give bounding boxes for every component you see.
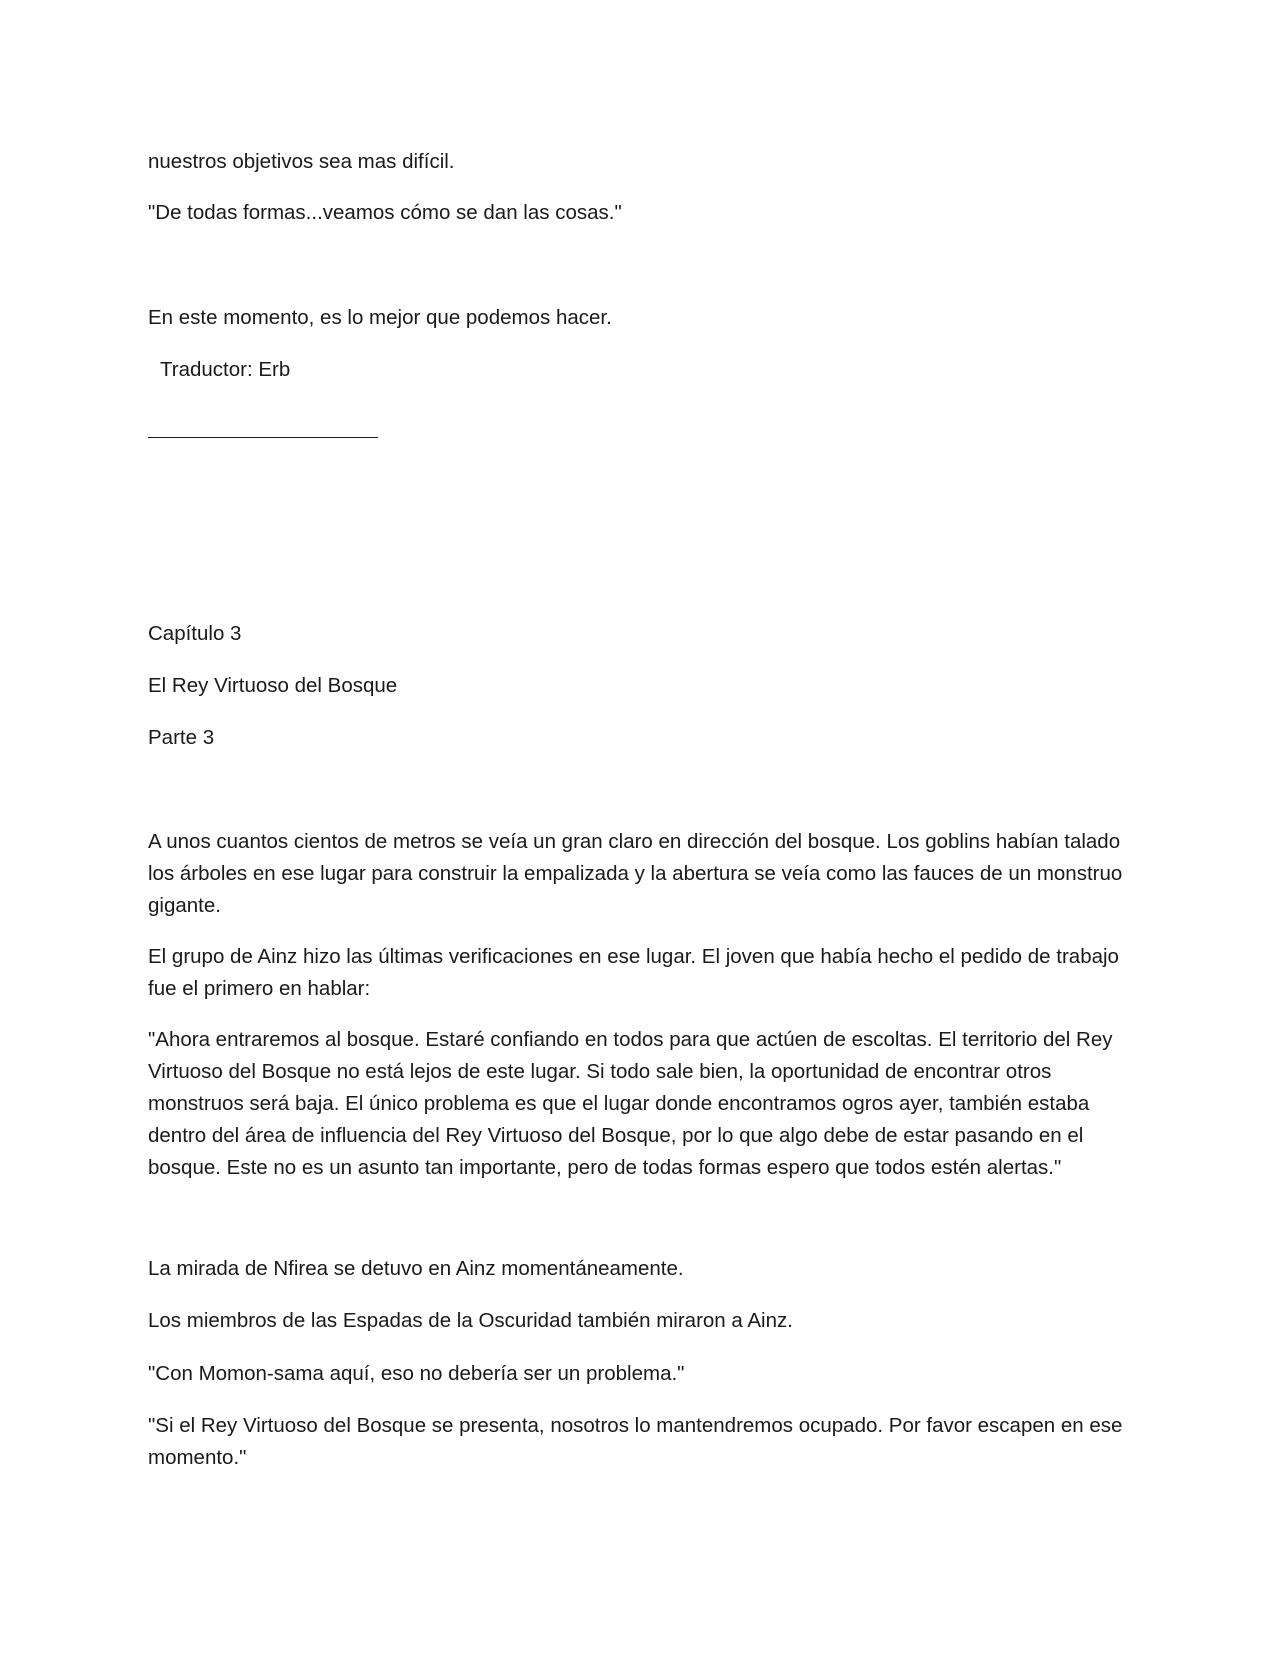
paragraph-espadas: Los miembros de las Espadas de la Oscuridad también miraron a Ainz.	[148, 1309, 793, 1332]
separator-rule	[148, 437, 378, 438]
paragraph-rey-presenta: "Si el Rey Virtuoso del Bosque se presenta, nosotros lo mantendremos ocupado. Por favor escapen en ese momento."	[148, 1414, 1123, 1469]
paragraph-grupo-ainz: El grupo de Ainz hizo las últimas verificaciones en ese lugar. El joven que había hecho el pedido de trabajo fue el primero en hablar:	[148, 945, 1119, 1000]
chapter-part: Parte 3	[148, 726, 215, 749]
chapter-title: El Rey Virtuoso del Bosque	[148, 674, 398, 697]
paragraph-entraremos: "Ahora entraremos al bosque. Estaré confiando en todos para que actúen de escoltas. El territorio del Rey Virtuoso del Bosque no está lejos de este lugar. Si todo sale bien, la oportunidad de encontrar otros monstruos será baja. El único problema es que el lugar donde encontramos ogros ayer, también estaba dentro del área de influencia del Rey Virtuoso del Bosque, por lo que algo debe de estar pasando en el bosque. Este no es un asunto tan importante, pero de todas formas espero que todos estén alertas."	[148, 1028, 1113, 1179]
translator-credit: Traductor: Erb	[160, 358, 291, 381]
paragraph-momon: "Con Momon-sama aquí, eso no debería ser un problema."	[148, 1362, 685, 1385]
chapter-number: Capítulo 3	[148, 622, 242, 645]
paragraph-nfirea: La mirada de Nfirea se detuvo en Ainz momentáneamente.	[148, 1257, 684, 1280]
paragraph-objetivos: nuestros objetivos sea mas difícil.	[148, 150, 455, 173]
paragraph-todas-formas: "De todas formas...veamos cómo se dan las cosas."	[148, 201, 622, 224]
paragraph-claro-bosque: A unos cuantos cientos de metros se veía un gran claro en dirección del bosque. Los goblins habían talado los árboles en ese lugar para construir la empalizada y la abertura se veía como las fauces de un monstruo gigante.	[148, 830, 1123, 917]
paragraph-este-momento: En este momento, es lo mejor que podemos hacer.	[148, 306, 612, 329]
